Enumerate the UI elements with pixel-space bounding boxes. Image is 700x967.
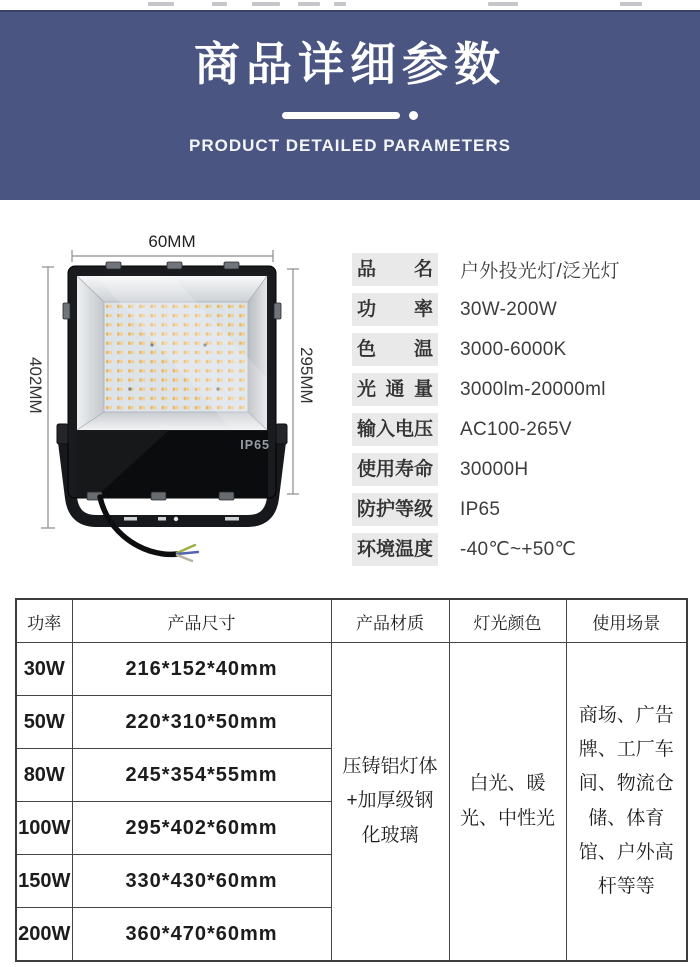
size-cell: 220*310*50mm [72, 696, 331, 749]
power-cell: 100W [16, 802, 72, 855]
spec-row [352, 533, 697, 566]
table-row [16, 643, 687, 696]
spec-value: AC100-265V [460, 418, 572, 440]
top-cutoff-strip [0, 0, 700, 10]
bracket-pivot [276, 424, 287, 444]
dimension-left-label: 402MM [26, 357, 45, 414]
text-fragment [252, 2, 280, 6]
size-cell: 295*402*60mm [72, 802, 331, 855]
power-cell: 30W [16, 643, 72, 696]
col-header-scene: 使用场景 [566, 599, 687, 643]
light-color-cell: 白光、暖光、中性光 [449, 643, 566, 962]
spec-row [352, 453, 697, 486]
power-cell: 200W [16, 908, 72, 962]
section-title: 商品详细参数 [194, 38, 506, 90]
table-header-row [16, 599, 687, 643]
size-cell: 330*430*60mm [72, 855, 331, 908]
spec-list [352, 253, 697, 573]
spec-label: 品名 [352, 253, 438, 286]
spec-row [352, 373, 697, 406]
power-cell: 50W [16, 696, 72, 749]
spec-value: 户外投光灯/泛光灯 [460, 261, 620, 282]
power-cable [100, 497, 198, 561]
spec-row [352, 333, 697, 366]
spec-label: 色温 [352, 333, 438, 366]
spec-row [352, 253, 697, 286]
spec-value: 30000H [460, 458, 529, 480]
spec-label: 光通量 [352, 373, 438, 406]
text-fragment [488, 2, 518, 6]
material-cell: 压铸铝灯体+加厚级钢化玻璃 [331, 643, 449, 962]
col-header-color: 灯光颜色 [449, 599, 566, 643]
spec-label: 使用寿命 [352, 453, 438, 486]
spec-value: -40℃~+50℃ [460, 539, 577, 560]
spec-value: IP65 [460, 498, 501, 520]
spec-row [352, 293, 697, 326]
spec-row [352, 413, 697, 446]
ip-rating-label: IP65 [240, 438, 270, 452]
text-fragment [298, 2, 320, 6]
dimension-top-label: 60MM [148, 232, 196, 251]
divider-dot [409, 111, 418, 120]
col-header-size: 产品尺寸 [72, 599, 331, 643]
text-fragment [620, 2, 642, 6]
spec-value: 30W-200W [460, 298, 558, 320]
power-cell: 150W [16, 855, 72, 908]
front-glass-band [76, 431, 270, 497]
product-photo [10, 224, 340, 580]
col-header-power: 功率 [16, 599, 72, 643]
spec-value: 3000-6000K [460, 338, 567, 360]
size-cell: 216*152*40mm [72, 643, 331, 696]
spec-label: 功率 [352, 293, 438, 326]
section-subtitle-en: PRODUCT DETAILED PARAMETERS [189, 135, 511, 155]
power-cell: 80W [16, 749, 72, 802]
text-fragment [334, 2, 346, 6]
divider-bar [282, 112, 400, 119]
spec-value: 3000lm-20000ml [460, 378, 606, 400]
size-cell: 360*470*60mm [72, 908, 331, 962]
bracket-pivot [57, 424, 68, 444]
col-header-material: 产品材质 [331, 599, 449, 643]
size-table [15, 598, 686, 962]
dimension-right-label: 295MM [297, 347, 316, 404]
spec-row [352, 493, 697, 526]
text-fragment [148, 2, 174, 6]
title-divider [0, 111, 700, 120]
spec-label: 环境温度 [352, 533, 438, 566]
spec-label: 输入电压 [352, 413, 438, 446]
section-banner [0, 10, 700, 200]
size-cell: 245*354*55mm [72, 749, 331, 802]
floodlight-body [57, 262, 287, 500]
scene-cell: 商场、广告牌、工厂车间、物流仓储、体育馆、户外高杆等等 [566, 643, 687, 962]
spec-label: 防护等级 [352, 493, 438, 526]
text-fragment [212, 2, 227, 6]
